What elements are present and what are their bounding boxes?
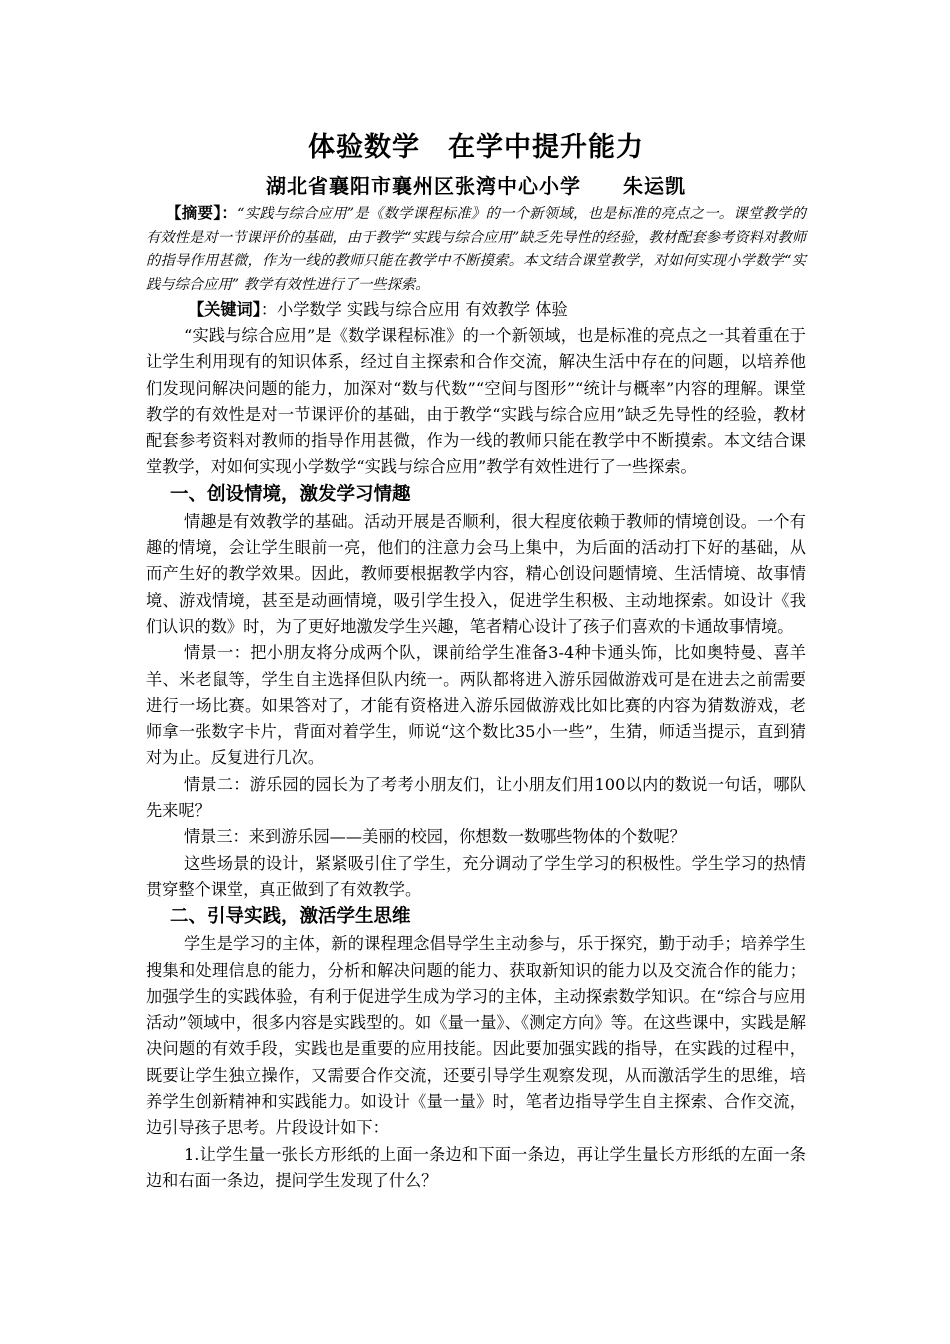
keywords-text: ：小学数学 实践与综合应用 有效教学 体验: [260, 300, 568, 319]
abstract-text: “实践与综合应用”是《数学课程标准》的一个新领域，也是标准的亮点之一。课堂教学的有效性是对一节课评价的基础，由于教学“实践与综合应用”缺乏先导性的经验，教材配套参考资料对教师的指导作用甚微，作为一线的教师只能在教学中不断摸索。本文结合课堂教学，对如何实现小学数学“实践与综合应用” 教学有效性进行了一些探索。: [146, 206, 806, 293]
document-page: [146, 128, 806, 1194]
intro-paragraph: “实践与综合应用”是《数学课程标准》的一个新领域，也是标准的亮点之一其着重在于让学生利用现有的知识体系，经过自主探索和合作交流，解决生活中存在的问题，以培养他们发现问解决问题的能力，加深对“数与代数”“空间与图形”“统计与概率”内容的理解。课堂教学的有效性是对一节课评价的基础，由于教学“实践与综合应用”缺乏先导性的经验，教材配套参考资料对教师的指导作用甚微，作为一线的教师只能在教学中不断摸索。本文结合课堂教学，对如何实现小学数学“实践与综合应用”教学有效性进行了一些探索。: [146, 326, 806, 477]
abstract-label: 【摘要】: [166, 204, 222, 222]
section-1-heading: 一、创设情境，激发学习情趣: [170, 483, 411, 505]
section-2-heading: 二、引导实践，激活学生思维: [170, 906, 411, 928]
section-2-paragraph-2: 1.让学生量一张长方形纸的上面一条边和下面一条边，再让学生量长方形纸的左面一条边和右面一条边，提问学生发现了什么？: [146, 1144, 806, 1190]
section-1-paragraph-5: 这些场景的设计，紧紧吸引住了学生，充分调动了学生学习的积极性。学生学习的热情贯穿整个课堂，真正做到了有效教学。: [146, 853, 806, 899]
section-1-paragraph-2: 情景一：把小朋友将分成两个队，课前给学生准备3-4种卡通头饰，比如奥特曼、喜羊羊、米老鼠等，学生自主选择但队内统一。两队都将进入游乐园做游戏可是在进去之前需要进行一场比赛。如果答对了，才能有资格进入游乐园做游戏比如比赛的内容为猜数游戏，老师拿一张数字卡片，背面对着学生，师说“这个数比35小一些”，生猜，师适当提示，直到猜对为止。反复进行几次。: [146, 643, 806, 768]
section-2-paragraph-1: 学生是学习的主体，新的课程理念倡导学生主动参与，乐于探究，勤于动手；培养学生搜集和处理信息的能力，分析和解决问题的能力、获取新知识的能力以及交流合作的能力；加强学生的实践体验，有利于促进学生成为学习的主体，主动探索数学知识。在“综合与应用活动”领域中，很多内容是实践型的。如《量一量》、《测定方向》等。在这些课中，实践是解决问题的有效手段，实践也是重要的应用技能。因此要加强实践的指导，在实践的过程中，既要让学生独立操作，又需要合作交流，还要引导学生观察发现，从而激活学生的思维，培养学生创新精神和实践能力。如设计《量一量》时，笔者边指导学生自主探索、合作交流，边引导孩子思考。片段设计如下：: [146, 934, 806, 1138]
author-line: 湖北省襄阳市襄州区张湾中心小学 朱运凯: [266, 174, 686, 198]
keywords-paragraph: [146, 297, 806, 323]
document-title: 体验数学 在学中提升能力: [308, 132, 644, 163]
section-1-paragraph-3: 情景二：游乐园的园长为了考考小朋友们，让小朋友们用100以内的数说一句话，哪队先来呢？: [146, 774, 806, 821]
section-1-paragraph-4: 情景三：来到游乐园——美丽的校园，你想数一数哪些物体的个数呢？: [184, 827, 686, 847]
abstract-colon: ：: [221, 204, 238, 222]
keywords-label: 【关键词】: [188, 300, 261, 319]
abstract-paragraph: [146, 202, 806, 297]
section-1-paragraph-1: 情趣是有效教学的基础。活动开展是否顺利，很大程度依赖于教师的情境创设。一个有趣的情境，会让学生眼前一亮，他们的注意力会马上集中，为后面的活动打下好的基础，从而产生好的教学效果。因此，教师要根据教学内容，精心创设问题情境、生活情境、故事情境、游戏情境，甚至是动画情境，吸引学生投入，促进学生积极、主动地探索。如设计《我们认识的数》时，为了更好地激发学生兴趣，笔者精心设计了孩子们喜欢的卡通故事情境。: [146, 511, 806, 636]
